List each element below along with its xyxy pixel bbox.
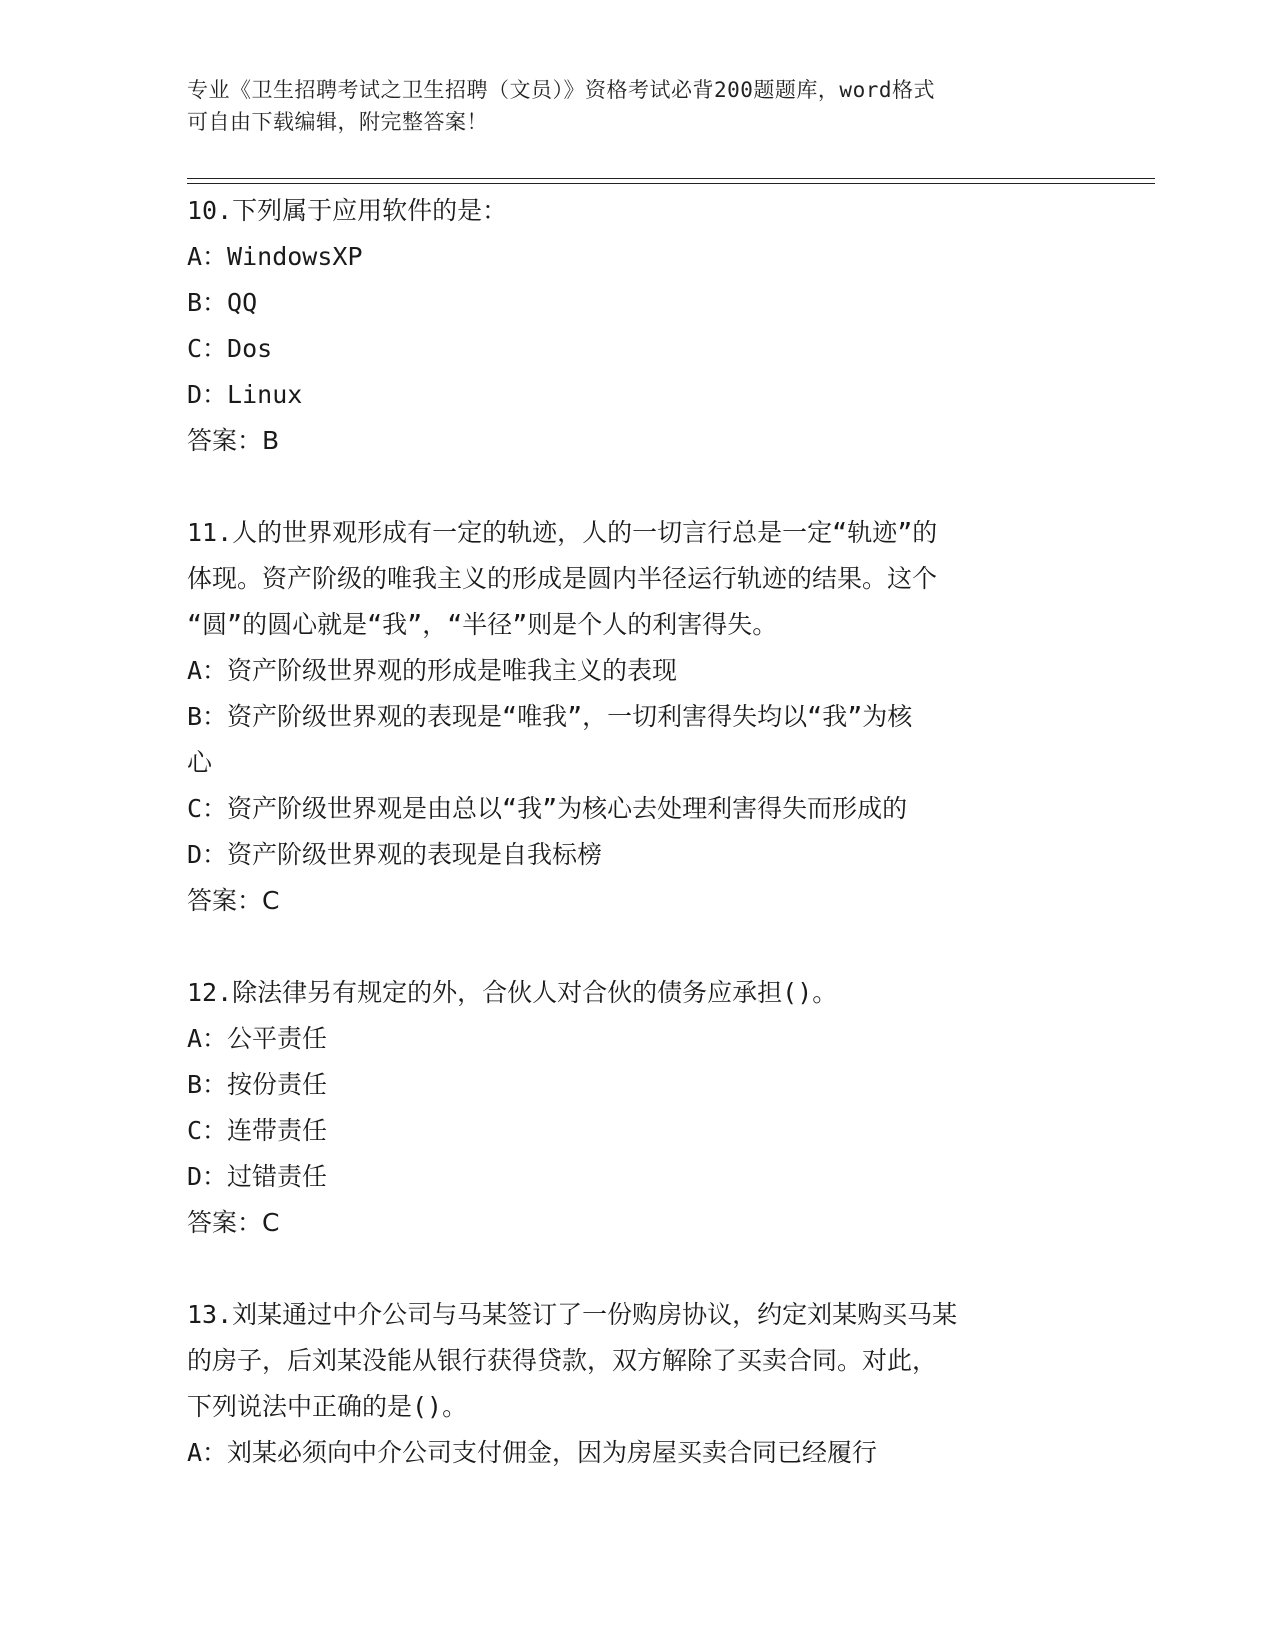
answer-option	[187, 1108, 1087, 1154]
answer-key: 答案：C	[187, 1208, 280, 1237]
header-divider-top	[187, 178, 1155, 179]
question-text-line: “圆”的圆心就是“我”，“半径”则是个人的利害得失。	[187, 610, 778, 639]
answer-option	[187, 1062, 1087, 1108]
question-text-line: 12.除法律另有规定的外，合伙人对合伙的债务应承担()。	[187, 978, 838, 1007]
answer-option	[187, 280, 1087, 326]
answer-option-line: A：公平责任	[187, 1024, 328, 1053]
answer-option-line: C：Dos	[187, 334, 273, 363]
answer-option-line: D：资产阶级世界观的表现是自我标榜	[187, 840, 603, 869]
answer-option	[187, 1154, 1087, 1200]
header-divider-bottom	[187, 183, 1155, 184]
question-block	[187, 1292, 1087, 1476]
answer-option-line: B：资产阶级世界观的表现是“唯我”，一切利害得失均以“我”为核	[187, 702, 913, 731]
question-block	[187, 510, 1087, 970]
question-text-line: 下列说法中正确的是()。	[187, 1392, 468, 1421]
answer-option-line: B：按份责任	[187, 1070, 328, 1099]
answer-option-line: A：WindowsXP	[187, 242, 363, 271]
answer-option-line: C：资产阶级世界观是由总以“我”为核心去处理利害得失而形成的	[187, 794, 908, 823]
document-header	[187, 74, 1067, 138]
question-spacer	[187, 1246, 1087, 1292]
question-block	[187, 188, 1087, 510]
answer-option-line: D：Linux	[187, 380, 303, 409]
header-line-1: 专业《卫生招聘考试之卫生招聘（文员）》资格考试必背200题题库，word格式	[187, 78, 935, 102]
answer-option-line: A：资产阶级世界观的形成是唯我主义的表现	[187, 656, 678, 685]
answer-option	[187, 648, 1087, 694]
answer-key: 答案：B	[187, 426, 280, 455]
answer-option-line: C：连带责任	[187, 1116, 328, 1145]
answer-option-line: D：过错责任	[187, 1162, 328, 1191]
answer-key: 答案：C	[187, 886, 280, 915]
answer-option	[187, 694, 1087, 786]
answer-option	[187, 1016, 1087, 1062]
question-text-line: 10.下列属于应用软件的是：	[187, 196, 508, 225]
answer-option-line: A：刘某必须向中介公司支付佣金，因为房屋买卖合同已经履行	[187, 1438, 878, 1467]
answer-option	[187, 372, 1087, 418]
question-text-line: 11.人的世界观形成有一定的轨迹，人的一切言行总是一定“轨迹”的	[187, 518, 938, 547]
question-text-line: 的房子，后刘某没能从银行获得贷款，双方解除了买卖合同。对此，	[187, 1346, 938, 1375]
question-text-line: 体现。资产阶级的唯我主义的形成是圆内半径运行轨迹的结果。这个	[187, 564, 938, 593]
question-block	[187, 970, 1087, 1292]
answer-option-line: B：QQ	[187, 288, 258, 317]
question-spacer	[187, 924, 1087, 970]
answer-option	[187, 786, 1087, 832]
answer-option	[187, 326, 1087, 372]
answer-option-line: 心	[187, 748, 213, 777]
question-list	[187, 188, 1087, 1476]
question-spacer	[187, 464, 1087, 510]
question-text-line: 13.刘某通过中介公司与马某签订了一份购房协议，约定刘某购买马某	[187, 1300, 958, 1329]
answer-option	[187, 234, 1087, 280]
answer-option	[187, 1430, 1087, 1476]
header-line-2: 可自由下载编辑，附完整答案！	[187, 110, 488, 134]
answer-option	[187, 832, 1087, 878]
